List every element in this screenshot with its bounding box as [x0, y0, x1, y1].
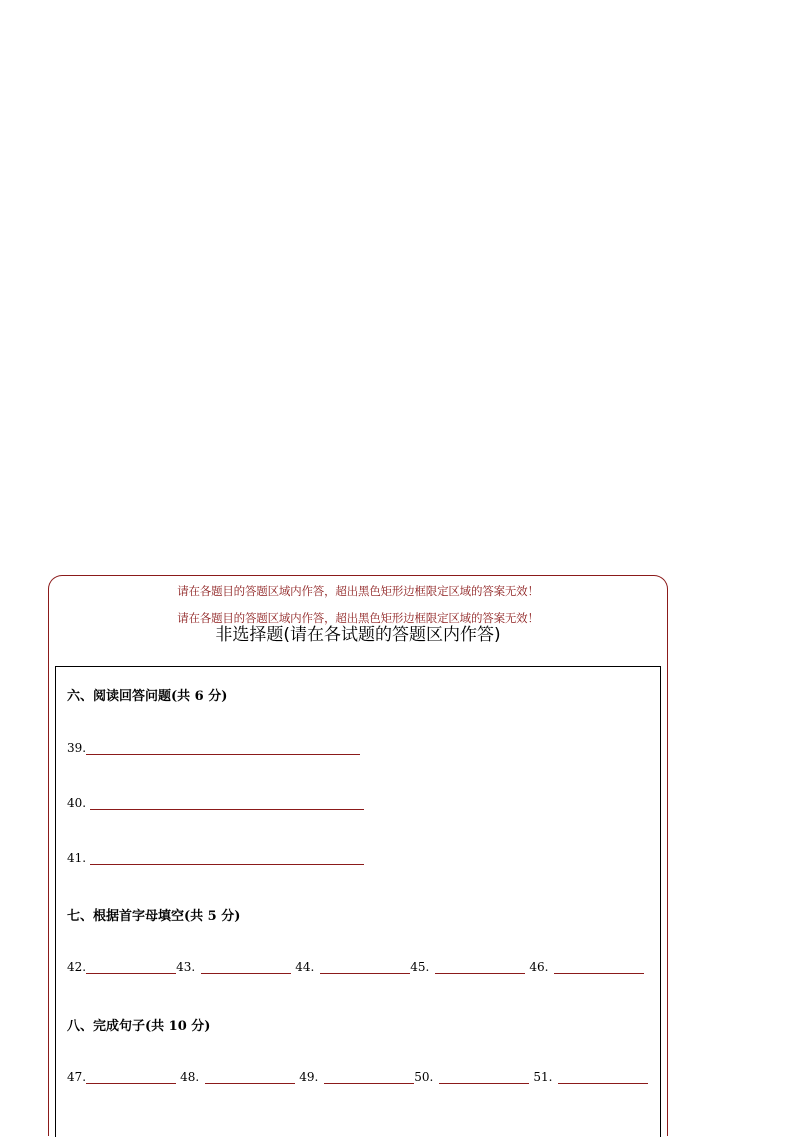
answer-row-42-46	[67, 960, 644, 974]
answer-blank-48[interactable]	[205, 1071, 295, 1084]
question-number-51: 51.	[533, 1070, 553, 1084]
answer-blank-43[interactable]	[201, 961, 291, 974]
question-number-42: 42.	[67, 960, 87, 974]
answer-blank-41[interactable]	[90, 852, 364, 865]
answer-blank-42[interactable]	[86, 961, 176, 974]
question-number-39: 39.	[67, 741, 87, 755]
answer-row-47-51	[67, 1070, 648, 1084]
question-number-45: 45.	[410, 960, 430, 974]
answer-blank-51[interactable]	[558, 1071, 648, 1084]
question-number-44: 44.	[295, 960, 315, 974]
answer-row-39	[67, 741, 360, 755]
answer-blank-49[interactable]	[324, 1071, 414, 1084]
answer-blank-45[interactable]	[435, 961, 525, 974]
section-7-title: 七、根据首字母填空(共 5 分)	[67, 909, 241, 924]
question-number-46: 46.	[529, 960, 549, 974]
section-8-title: 八、完成句子(共 10 分)	[67, 1019, 211, 1034]
answer-blank-47[interactable]	[86, 1071, 176, 1084]
answer-blank-44[interactable]	[320, 961, 410, 974]
question-number-41: 41.	[67, 851, 87, 865]
warning-text-top: 请在各题目的答题区域内作答，超出黑色矩形边框限定区域的答案无效！	[177, 584, 539, 598]
answer-blank-50[interactable]	[439, 1071, 529, 1084]
question-number-50: 50.	[414, 1070, 434, 1084]
section-6-title: 六、阅读回答问题(共 6 分)	[67, 689, 228, 704]
answer-blank-46[interactable]	[554, 961, 644, 974]
question-number-49: 49.	[299, 1070, 319, 1084]
question-number-47: 47.	[67, 1070, 87, 1084]
answer-area-box	[55, 666, 661, 1137]
question-number-43: 43.	[176, 960, 196, 974]
warning-text-overlap: 请在各题目的答题区域内作答，超出黑色矩形边框限定区域的答案无效！	[177, 611, 539, 625]
answer-sheet-frame	[48, 575, 668, 1136]
section-heading: 非选择题(请在各试题的答题区内作答)	[215, 625, 501, 645]
answer-blank-40[interactable]	[90, 797, 364, 810]
answer-row-40	[67, 796, 364, 810]
question-number-48: 48.	[180, 1070, 200, 1084]
question-number-40: 40.	[67, 796, 87, 810]
answer-blank-39[interactable]	[86, 742, 360, 755]
answer-row-41	[67, 851, 364, 865]
